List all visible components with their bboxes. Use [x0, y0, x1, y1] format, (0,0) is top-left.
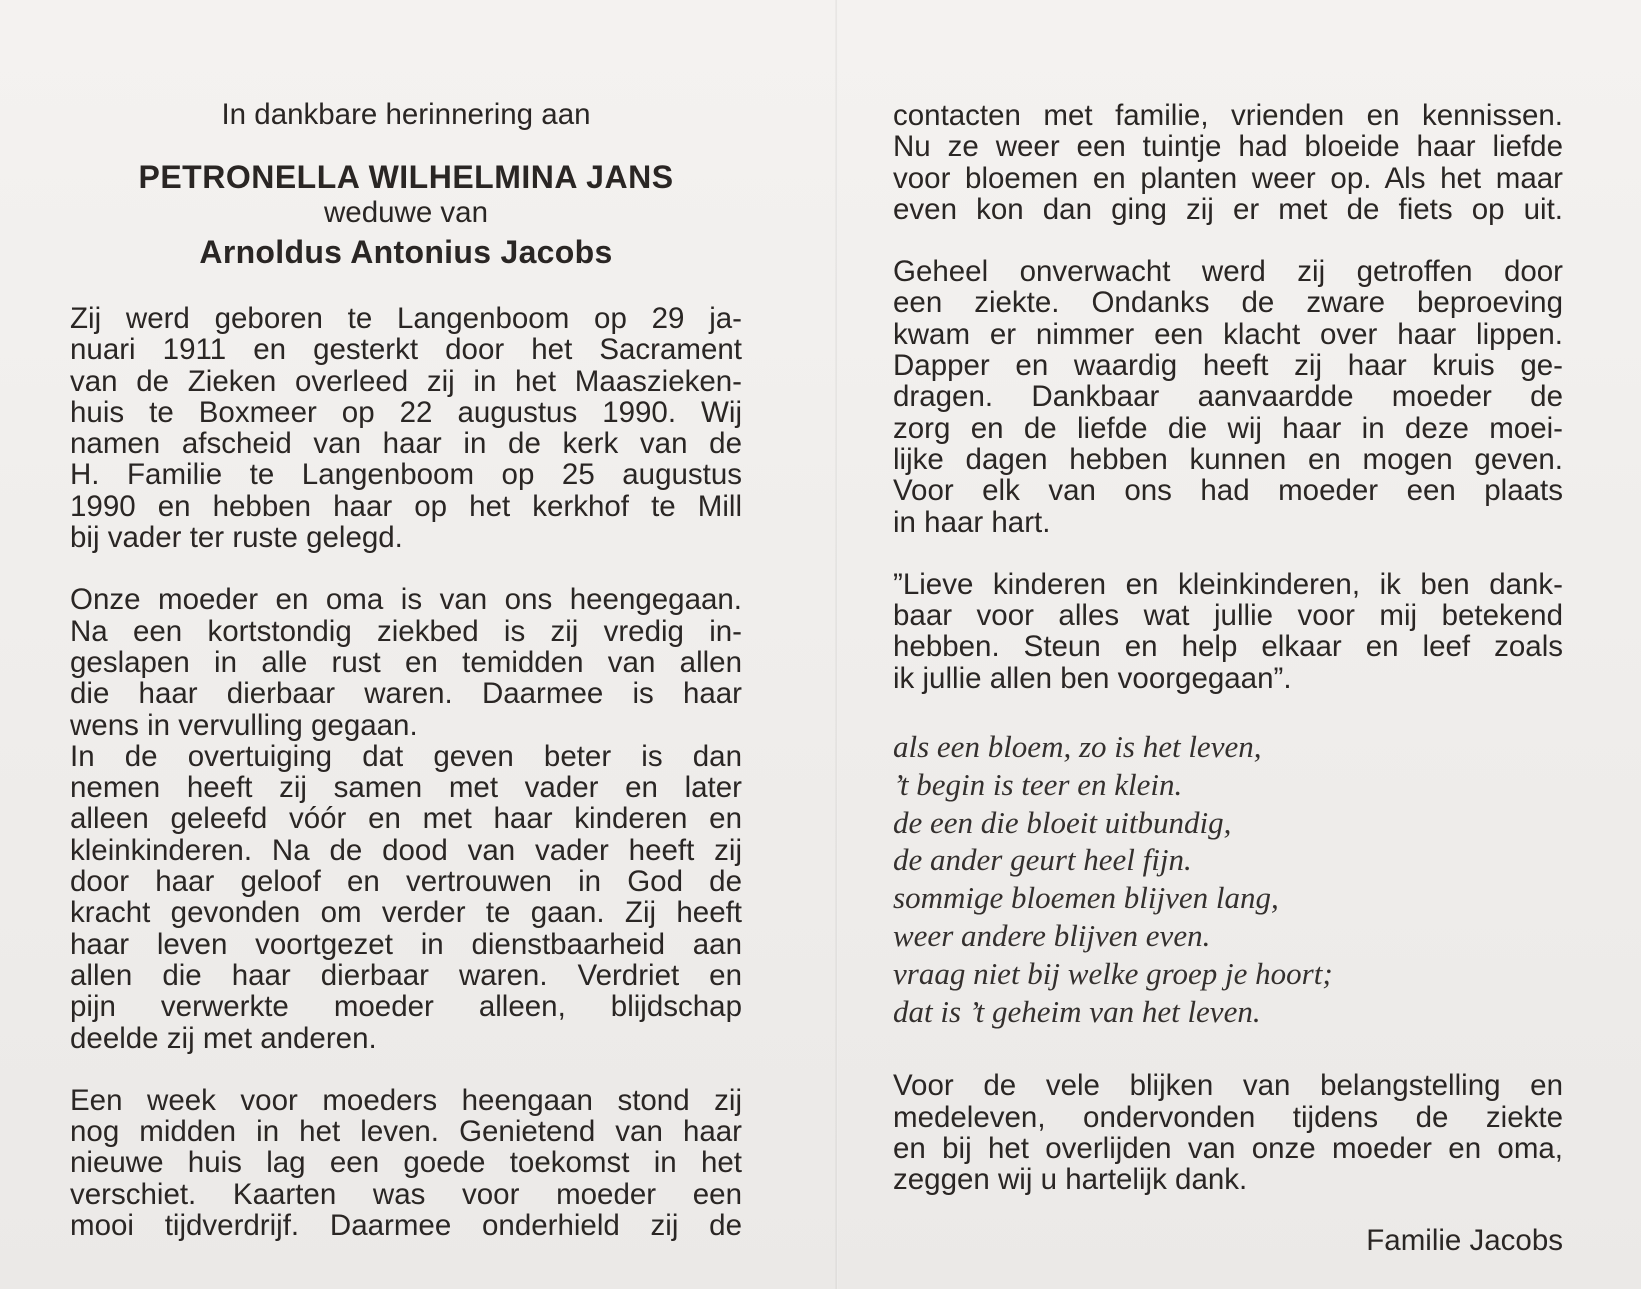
text-line: In de overtuiging dat geven beter is dan [70, 739, 742, 773]
poem-line: weer andere blijven even. [893, 918, 1211, 954]
life-paragraph [70, 584, 742, 1053]
poem-line: ’t begin is teer en klein. [893, 766, 1183, 802]
quote-paragraph [893, 569, 1563, 694]
text-line: door haar geloof en vertrouwen in God de [70, 865, 742, 899]
text-line: haar leven voortgezet in dienstbaarheid aan [70, 927, 742, 961]
text-line: hebben. Steun en help elkaar en leef zoals [893, 630, 1563, 664]
poem-line: dat is ’t geheim van het leven. [893, 993, 1261, 1029]
text-line: een ziekte. Ondanks de zware beproeving [893, 286, 1563, 320]
text-line: Voor de vele blijken van belangstelling en [893, 1069, 1563, 1103]
text-line: die haar dierbaar waren. Daarmee is haar [70, 677, 742, 711]
text-line: mooi tijdverdrijf. Daarmee onderhield zij de [70, 1209, 742, 1243]
poem-line: vraag niet bij welke groep je hoort; [893, 955, 1333, 991]
text-line: dragen. Dankbaar aanvaardde moeder de [893, 380, 1563, 414]
poem-line: als een bloem, zo is het leven, [893, 729, 1262, 765]
text-line: in haar hart. [893, 505, 1051, 539]
text-line: Onze moeder en oma is van ons heengegaan. [70, 583, 742, 617]
text-line: pijn verwerkte moeder alleen, blijdschap [70, 990, 742, 1024]
text-line: deelde zij met anderen. [70, 1021, 377, 1055]
text-line: baar voor alles wat jullie voor mij betekend [893, 599, 1563, 633]
text-line: Dapper en waardig heeft zij haar kruis ge- [893, 349, 1563, 383]
poem-line: de een die bloeit uitbundig, [893, 804, 1232, 840]
text-line: allen die haar dierbaar waren. Verdriet en [70, 958, 742, 992]
text-line: namen afscheid van haar in de kerk van de [70, 427, 742, 461]
continuation-paragraph [893, 100, 1563, 225]
illness-paragraph [893, 256, 1563, 538]
poem-line: sommige bloemen blijven lang, [893, 880, 1279, 916]
biography-paragraph [70, 303, 742, 553]
text-line: huis te Boxmeer op 22 augustus 1990. Wij [70, 395, 742, 429]
text-line: kleinkinderen. Na de dood van vader heeft zij [70, 833, 742, 867]
text-line: Na een kortstondig ziekbed is zij vredig in- [70, 614, 742, 648]
text-line: en bij het overlijden van onze moeder en oma, [893, 1132, 1563, 1166]
deceased-name: PETRONELLA WILHELMINA JANS [138, 159, 674, 195]
text-line: Voor elk van ons had moeder een plaats [893, 474, 1563, 508]
text-line: van de Zieken overleed zij in het Maaszieken- [70, 364, 742, 398]
text-line: nuari 1911 en gesterkt door het Sacrament [70, 333, 742, 367]
poem [893, 728, 1563, 1030]
poem-line: de ander geurt heel fijn. [893, 842, 1192, 878]
text-line: nog midden in het leven. Genietend van haar [70, 1115, 742, 1149]
text-line: zeggen wij u hartelijk dank. [893, 1163, 1248, 1197]
text-line: Geheel onverwacht werd zij getroffen door [893, 255, 1563, 289]
text-line: ”Lieve kinderen en kleinkinderen, ik ben dank- [893, 567, 1563, 601]
text-line: ik jullie allen ben voorgegaan”. [893, 661, 1292, 695]
husband-name: Arnoldus Antonius Jacobs [199, 234, 613, 270]
text-line: Een week voor moeders heengaan stond zij [70, 1083, 742, 1117]
text-line: geslapen in alle rust en temidden van allen [70, 645, 742, 679]
last-week-paragraph [70, 1085, 742, 1241]
text-line: Nu ze weer een tuintje had bloeide haar liefde [893, 130, 1563, 164]
text-line: alleen geleefd vóór en met haar kinderen en [70, 802, 742, 836]
text-line: voor bloemen en planten weer op. Als het maar [893, 161, 1563, 195]
text-line: kracht gevonden om verder te gaan. Zij heeft [70, 896, 742, 930]
text-line: kwam er nimmer een klacht over haar lippen. [893, 317, 1563, 351]
widow-of-line: weduwe van [324, 196, 488, 229]
text-line: even kon dan ging zij er met de fiets op uit. [893, 192, 1563, 226]
thanks-paragraph [893, 1070, 1563, 1195]
text-line: Zij werd geboren te Langenboom op 29 ja- [70, 302, 742, 335]
text-line: contacten met familie, vrienden en kennissen. [893, 99, 1563, 132]
text-line: nieuwe huis lag een goede toekomst in het [70, 1146, 742, 1180]
text-line: nemen heeft zij samen met vader en later [70, 771, 742, 805]
text-line: zorg en de liefde die wij haar in deze moei- [893, 411, 1563, 445]
text-line: wens in vervulling gegaan. [70, 708, 418, 742]
intro-line: In dankbare herinnering aan [221, 98, 591, 131]
family-signature: Familie Jacobs [1366, 1223, 1563, 1257]
right-panel [893, 100, 1563, 1257]
card-fold [835, 0, 838, 1289]
text-line: bij vader ter ruste gelegd. [70, 521, 403, 555]
left-panel [70, 95, 742, 1241]
text-line: 1990 en hebben haar op het kerkhof te Mill [70, 489, 742, 523]
text-line: medeleven, ondervonden tijdens de ziekte [893, 1100, 1563, 1134]
text-line: H. Familie te Langenboom op 25 augustus [70, 458, 742, 492]
text-line: verschiet. Kaarten was voor moeder een [70, 1177, 742, 1211]
text-line: lijke dagen hebben kunnen en mogen geven. [893, 442, 1563, 476]
